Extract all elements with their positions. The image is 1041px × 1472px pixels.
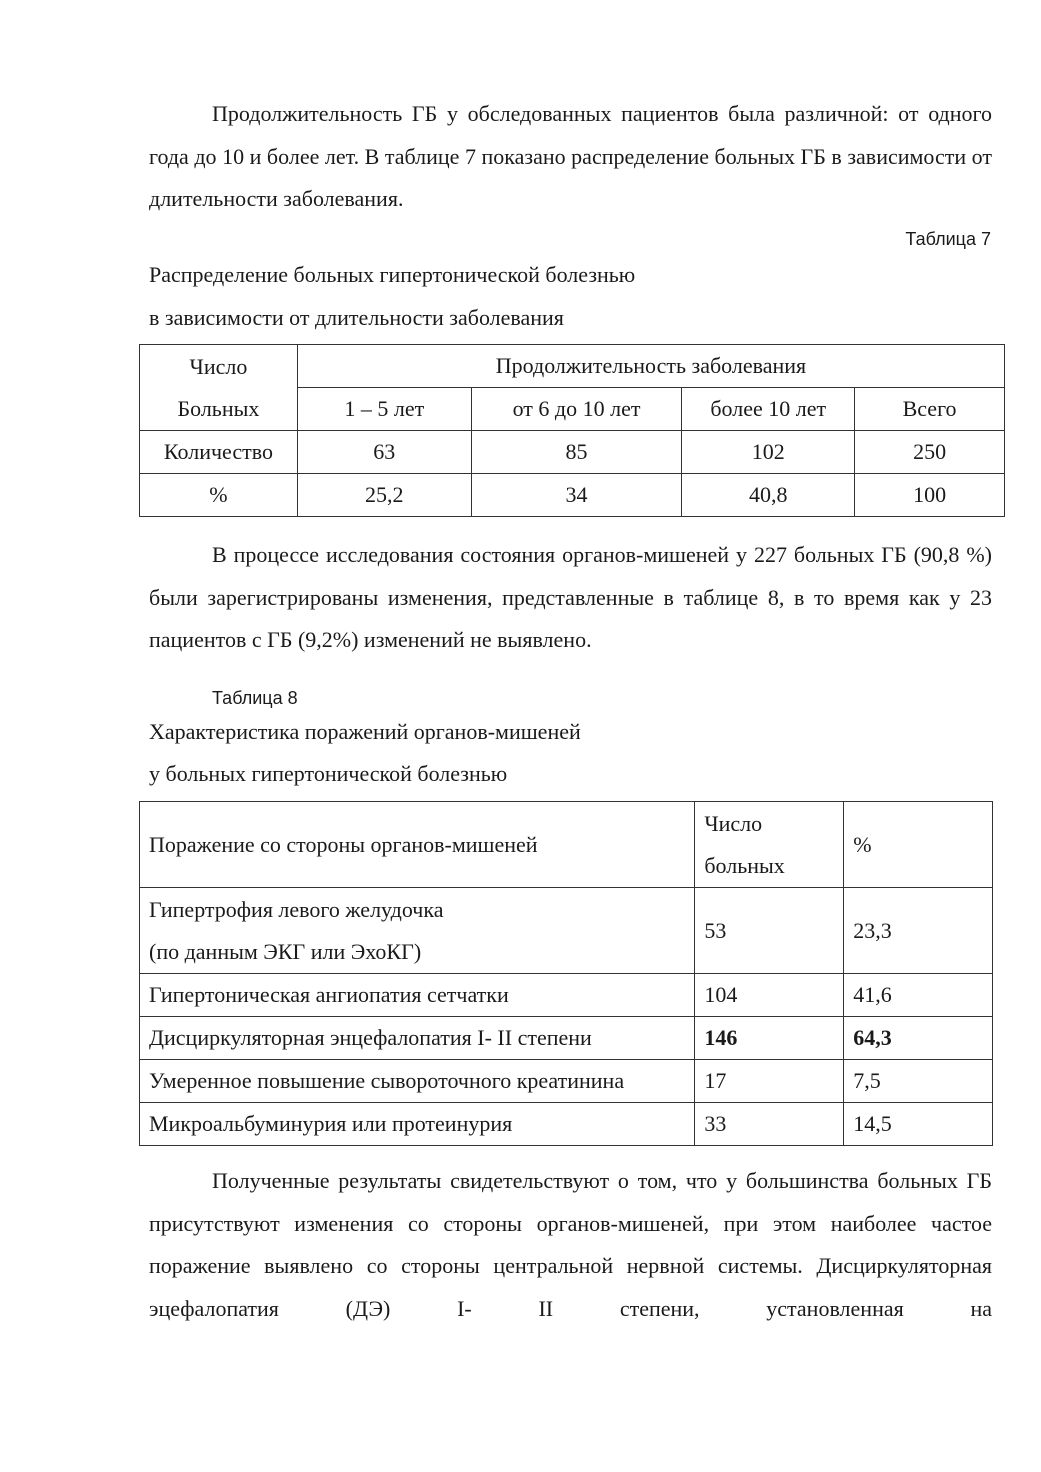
table8-percent-cell: 7,5 xyxy=(844,1060,993,1103)
table7-cell: 34 xyxy=(471,474,682,517)
table-row xyxy=(140,1103,993,1146)
table7-cell: 100 xyxy=(855,474,1005,517)
table7-row-header xyxy=(140,345,298,431)
table-row xyxy=(140,1017,993,1060)
paragraph-results: Полученные результаты свидетельствуют о том, что у большинства больных ГБ присутствуют изменения со стороны органов-мишеней, при этом наиболее частое поражение выявлено со стороны центральной нервной системы. Дисциркуляторная эцефалопатия (ДЭ) I- II степени, установленная на xyxy=(149,1168,992,1321)
table7-cell: 40,8 xyxy=(682,474,855,517)
table7-row-header-line2: Больных xyxy=(177,395,260,421)
table8-header-count xyxy=(695,802,844,888)
table7-cell: 85 xyxy=(471,431,682,474)
table8-organ-cell xyxy=(140,888,695,974)
table-row xyxy=(140,888,993,974)
table-row xyxy=(140,431,1005,474)
paragraph-intro: Продолжительность ГБ у обследованных пациентов была различной: от одного года до 10 и более лет. В таблице 7 показано распределение больных ГБ в зависимости от длительности заболевания. xyxy=(149,101,992,211)
table8-caption-line1: Характеристика поражений органов-мишеней xyxy=(149,719,581,744)
table7-col-header: более 10 лет xyxy=(682,388,855,431)
table8-percent-cell: 23,3 xyxy=(844,888,993,974)
table8-label: Таблица 8 xyxy=(212,688,298,708)
table8-count-cell: 33 xyxy=(695,1103,844,1146)
table-row xyxy=(140,974,993,1017)
table8-header-percent: % xyxy=(844,802,993,888)
table7-row-label: Количество xyxy=(140,431,298,474)
table8-count-cell: 104 xyxy=(695,974,844,1017)
table8-percent-cell: 14,5 xyxy=(844,1103,993,1146)
table8-organ-line1: Гипертрофия левого желудочка xyxy=(149,896,444,922)
table7-row-label: % xyxy=(140,474,298,517)
table8-caption-line2: у больных гипертонической болезнью xyxy=(149,761,508,786)
table7-col-header: Всего xyxy=(855,388,1005,431)
table8-header-count-line2: больных xyxy=(704,852,785,878)
table8-header-organ: Поражение со стороны органов-мишеней xyxy=(140,802,695,888)
table8-organ-cell: Гипертоническая ангиопатия сетчатки xyxy=(140,974,695,1017)
table7-caption-line2: в зависимости от длительности заболевания xyxy=(149,305,564,330)
table8-count-cell: 17 xyxy=(695,1060,844,1103)
table7 xyxy=(139,344,1005,517)
table8-percent-cell: 41,6 xyxy=(844,974,993,1017)
table7-group-header: Продолжительность заболевания xyxy=(297,345,1004,388)
table8-count-cell: 53 xyxy=(695,888,844,974)
table-row xyxy=(140,1060,993,1103)
table7-cell: 102 xyxy=(682,431,855,474)
table8-organ-cell: Микроальбуминурия или протеинурия xyxy=(140,1103,695,1146)
table7-row-header-line1: Число xyxy=(189,353,248,379)
table8-header-row xyxy=(140,802,993,888)
table8 xyxy=(139,801,993,1146)
table7-cell: 63 xyxy=(297,431,471,474)
table-row xyxy=(140,474,1005,517)
table8-percent-cell: 64,3 xyxy=(844,1017,993,1060)
table8-organ-line2: (по данным ЭКГ или ЭхоКГ) xyxy=(149,938,422,964)
table8-count-cell: 146 xyxy=(695,1017,844,1060)
table7-cell: 25,2 xyxy=(297,474,471,517)
table8-organ-cell: Умеренное повышение сывороточного креатинина xyxy=(140,1060,695,1103)
table7-header-row xyxy=(140,345,1005,388)
table7-caption-line1: Распределение больных гипертонической болезнью xyxy=(149,262,636,287)
table7-col-header: 1 – 5 лет xyxy=(297,388,471,431)
table7-cell: 250 xyxy=(855,431,1005,474)
table8-organ-cell: Дисциркуляторная энцефалопатия I- II степени xyxy=(140,1017,695,1060)
table7-col-header: от 6 до 10 лет xyxy=(471,388,682,431)
table8-header-count-line1: Число xyxy=(704,810,763,836)
table7-label: Таблица 7 xyxy=(905,229,991,249)
paragraph-organs: В процессе исследования состояния органов-мишеней у 227 больных ГБ (90,8 %) были зарегистрированы изменения, представленные в таблице 8, в то время как у 23 пациентов с ГБ (9,2%) изменений не выявлено. xyxy=(149,542,992,652)
